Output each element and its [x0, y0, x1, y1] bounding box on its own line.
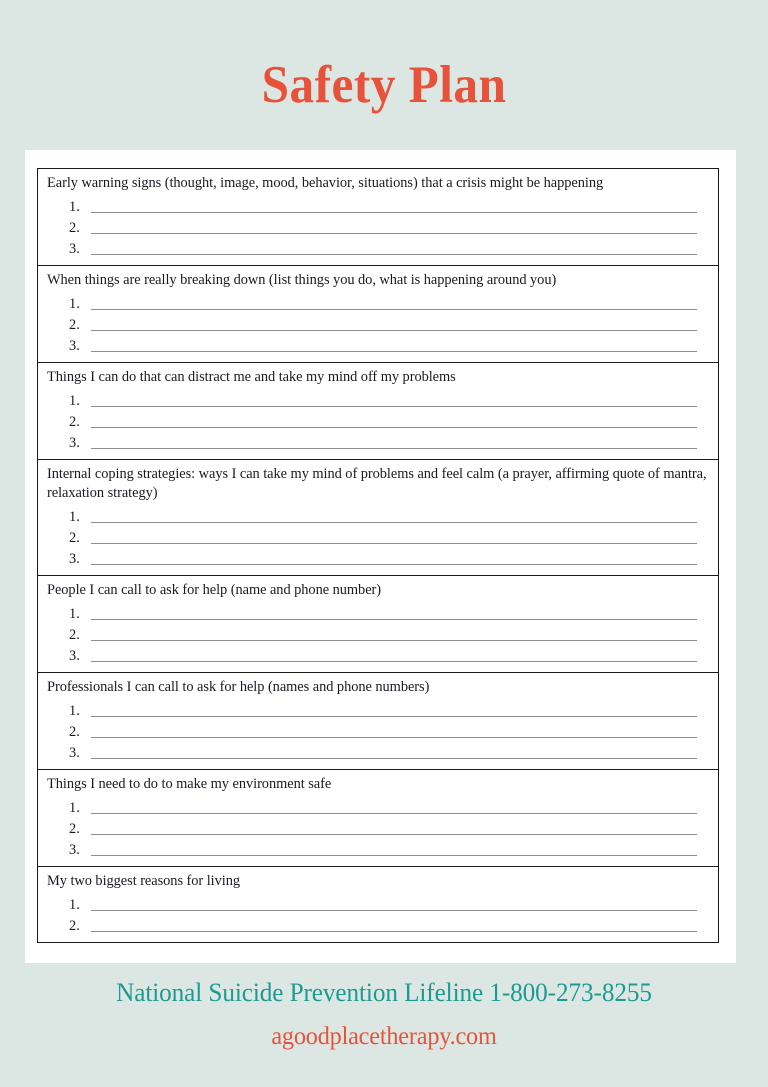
answer-line-list — [38, 893, 718, 935]
line-number: 3. — [69, 240, 80, 257]
section-prompt: My two biggest reasons for living — [47, 873, 241, 890]
line-number: 1. — [69, 508, 80, 525]
line-number: 2. — [69, 219, 80, 236]
line-number: 2. — [69, 626, 80, 643]
answer-line-row[interactable] — [38, 796, 718, 817]
answer-line-row[interactable] — [38, 720, 718, 741]
write-in-line[interactable] — [91, 640, 697, 641]
line-number: 2. — [69, 316, 80, 333]
write-in-line[interactable] — [91, 330, 697, 331]
line-number: 3. — [69, 434, 80, 451]
write-in-line[interactable] — [91, 351, 697, 352]
section-prompt: Things I can do that can distract me and take my mind off my problems — [47, 369, 456, 386]
line-number: 3. — [69, 744, 80, 761]
write-in-line[interactable] — [91, 931, 697, 932]
page-title: Safety Plan — [261, 56, 507, 114]
safety-plan-form — [37, 168, 719, 943]
write-in-line[interactable] — [91, 427, 697, 428]
worksheet-card — [25, 150, 736, 963]
write-in-line[interactable] — [91, 910, 697, 911]
line-number: 2. — [69, 413, 80, 430]
write-in-line[interactable] — [91, 758, 697, 759]
form-section — [38, 266, 718, 363]
form-section — [38, 169, 718, 266]
write-in-line[interactable] — [91, 834, 697, 835]
line-number: 1. — [69, 198, 80, 215]
section-prompt: Professionals I can call to ask for help (names and phone numbers) — [47, 679, 430, 696]
line-number: 1. — [69, 799, 80, 816]
answer-line-row[interactable] — [38, 431, 718, 452]
answer-line-row[interactable] — [38, 893, 718, 914]
line-number: 1. — [69, 392, 80, 409]
answer-line-row[interactable] — [38, 623, 718, 644]
form-section — [38, 363, 718, 460]
section-prompt: People I can call to ask for help (name and phone number) — [47, 582, 382, 599]
answer-line-row[interactable] — [38, 237, 718, 258]
form-section — [38, 867, 718, 942]
write-in-line[interactable] — [91, 233, 697, 234]
answer-line-row[interactable] — [38, 216, 718, 237]
write-in-line[interactable] — [91, 406, 697, 407]
answer-line-row[interactable] — [38, 644, 718, 665]
line-number: 1. — [69, 295, 80, 312]
write-in-line[interactable] — [91, 813, 697, 814]
answer-line-row[interactable] — [38, 914, 718, 935]
form-section — [38, 576, 718, 673]
section-prompt: When things are really breaking down (list things you do, what is happening around you) — [47, 272, 557, 289]
answer-line-list — [38, 699, 718, 762]
answer-line-list — [38, 389, 718, 452]
crisis-hotline-text: National Suicide Prevention Lifeline 1-800-273-8255 — [116, 978, 652, 1007]
write-in-line[interactable] — [91, 716, 697, 717]
answer-line-row[interactable] — [38, 547, 718, 568]
line-number: 3. — [69, 337, 80, 354]
answer-line-row[interactable] — [38, 410, 718, 431]
write-in-line[interactable] — [91, 543, 697, 544]
answer-line-list — [38, 602, 718, 665]
line-number: 2. — [69, 529, 80, 546]
line-number: 2. — [69, 917, 80, 934]
answer-line-row[interactable] — [38, 334, 718, 355]
answer-line-row[interactable] — [38, 699, 718, 720]
website-url-text: agoodplacetherapy.com — [271, 1022, 497, 1050]
form-section — [38, 460, 718, 576]
answer-line-row[interactable] — [38, 741, 718, 762]
footer — [0, 978, 768, 1052]
answer-line-row[interactable] — [38, 602, 718, 623]
write-in-line[interactable] — [91, 564, 697, 565]
answer-line-list — [38, 195, 718, 258]
answer-line-row[interactable] — [38, 838, 718, 859]
section-prompt: Things I need to do to make my environment safe — [47, 776, 332, 793]
answer-line-row[interactable] — [38, 195, 718, 216]
section-prompt: Internal coping strategies: ways I can take my mind of problems and feel calm (a prayer, affirming quote of mantra, relaxation strategy) — [47, 466, 711, 502]
line-number: 3. — [69, 647, 80, 664]
answer-line-row[interactable] — [38, 389, 718, 410]
line-number: 2. — [69, 820, 80, 837]
line-number: 1. — [69, 702, 80, 719]
answer-line-row[interactable] — [38, 505, 718, 526]
answer-line-row[interactable] — [38, 817, 718, 838]
write-in-line[interactable] — [91, 661, 697, 662]
line-number: 1. — [69, 896, 80, 913]
answer-line-list — [38, 292, 718, 355]
write-in-line[interactable] — [91, 212, 697, 213]
line-number: 3. — [69, 550, 80, 567]
answer-line-row[interactable] — [38, 313, 718, 334]
write-in-line[interactable] — [91, 309, 697, 310]
answer-line-list — [38, 505, 718, 568]
write-in-line[interactable] — [91, 254, 697, 255]
write-in-line[interactable] — [91, 522, 697, 523]
form-section — [38, 770, 718, 867]
section-prompt: Early warning signs (thought, image, mood, behavior, situations) that a crisis might be happening — [47, 175, 604, 191]
answer-line-row[interactable] — [38, 292, 718, 313]
line-number: 3. — [69, 841, 80, 858]
line-number: 1. — [69, 605, 80, 622]
form-section — [38, 673, 718, 770]
write-in-line[interactable] — [91, 855, 697, 856]
answer-line-row[interactable] — [38, 526, 718, 547]
write-in-line[interactable] — [91, 448, 697, 449]
line-number: 2. — [69, 723, 80, 740]
write-in-line[interactable] — [91, 737, 697, 738]
write-in-line[interactable] — [91, 619, 697, 620]
answer-line-list — [38, 796, 718, 859]
